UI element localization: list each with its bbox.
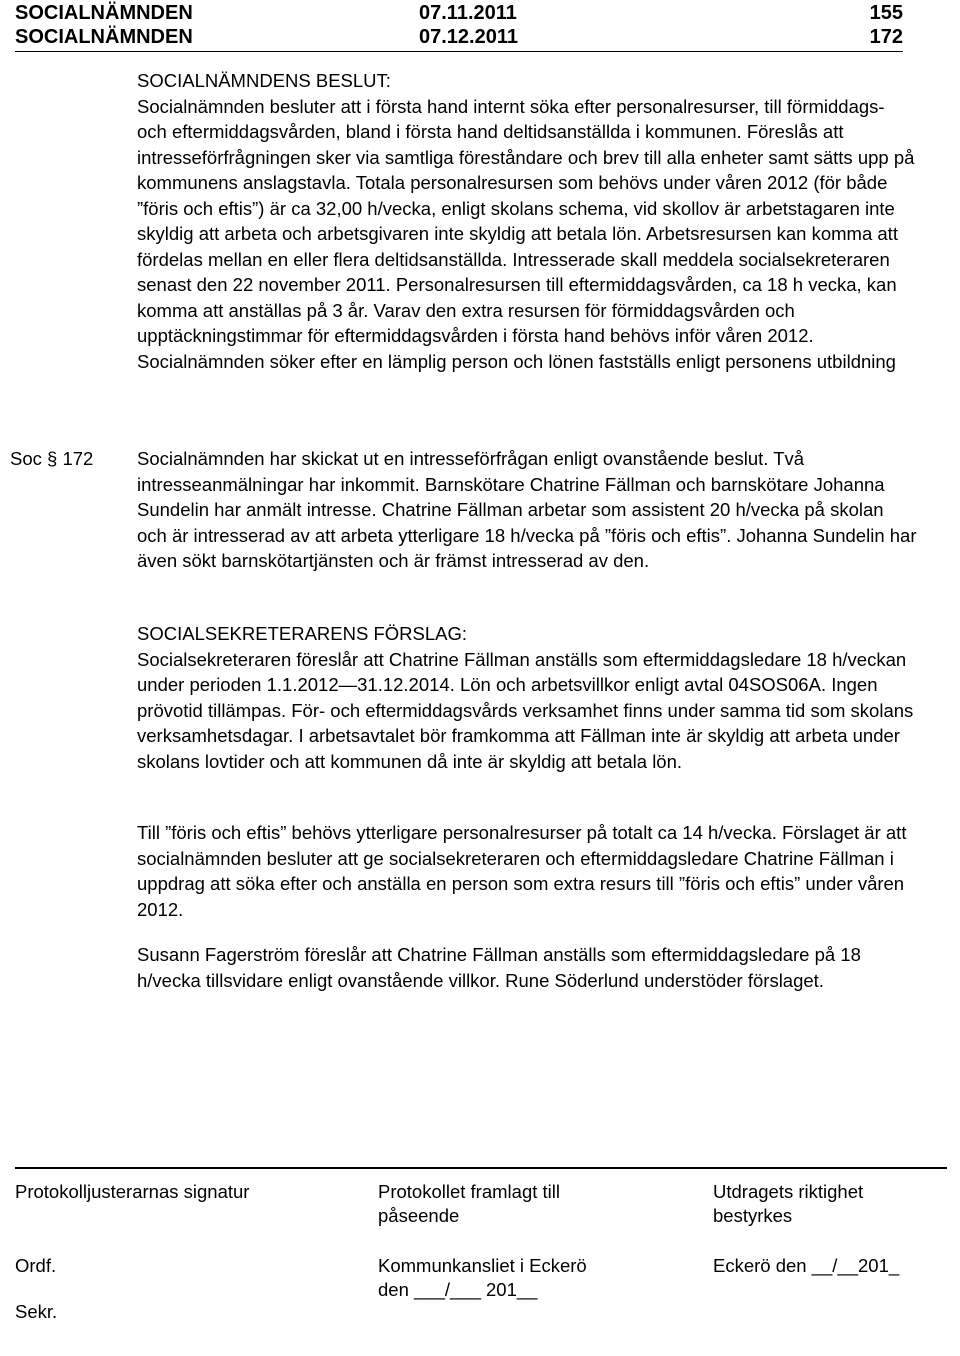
motion-paragraph [137, 942, 917, 993]
decision-section [137, 68, 917, 374]
footer-signature-title: Protokolljusterarnas signatur [15, 1181, 250, 1202]
proposal-heading: SOCIALSEKRETERARENS FÖRSLAG: [137, 623, 468, 644]
proposal-body: Socialsekreteraren föreslår att Chatrine Fällman anställs som eftermiddagsledare 18 h/veckan under perioden 1.1.2012—31.12.2014. Lön och arbetsvillkor enligt avtal 04SOS06A. Ingen prövotid tillämpas. För- och eftermiddagsvårds verksamhet finns under samma tid som skolans verksamhetsdagar. I arbetsavtalet bör framkomma att Fällman inte är skyldig att arbeta under skolans lovtider och att kommunen då inte är skyldig att betala lön. [137, 648, 914, 772]
header-page-number: 155 [869, 2, 903, 24]
decision-heading: SOCIALNÄMNDENS BESLUT: [137, 70, 391, 91]
header-committee: SOCIALNÄMNDEN [15, 2, 193, 24]
header-divider [15, 51, 903, 52]
header-committee: SOCIALNÄMNDEN [15, 26, 193, 48]
header-date: 07.12.2011 [419, 26, 518, 48]
footer-secretary-label: Sekr. [15, 1301, 58, 1322]
item-label: Soc § 172 [10, 448, 94, 469]
item-section [137, 446, 917, 574]
footer-certified-date: Eckerö den __/__201_ [713, 1255, 900, 1276]
footer-divider [15, 1167, 947, 1169]
header-date: 07.11.2011 [419, 2, 517, 24]
footer-posted-location [378, 1254, 587, 1302]
motion-body: Susann Fagerström föreslår att Chatrine Fällman anställs som eftermiddagsledare på 18 h/vecka tillsvidare enligt ovanstående villkor. Rune Söderlund understöder förslaget. [137, 944, 861, 991]
footer-posted-place: Kommunkansliet i Eckerö [378, 1255, 587, 1276]
footer-chair-label: Ordf. [15, 1255, 57, 1276]
extra-resource-body: Till ”föris och eftis” behövs ytterligare personalresurser på totalt ca 14 h/vecka. Förslaget är att socialnämnden besluter att ge socialsekreteraren och eftermiddagsledare Chatrine Fällman i uppdrag att söka efter och anställa en person som extra resurs till ”föris och eftis” under våren 2012. [137, 822, 907, 920]
item-body: Socialnämnden har skickat ut en intresseförfrågan enligt ovanstående beslut. Två intresseanmälningar har inkommit. Barnskötare Chatrine Fällman och barnskötare Johanna Sundelin har anmält intresse. Chatrine Fällman arbetar som assistent 20 h/vecka på skolan och är intresserad av att arbeta ytterligare 18 h/vecka på ”föris och eftis”. Johanna Sundelin har även sökt barnskötartjänsten och är främst intresserad av den. [137, 448, 917, 571]
footer-posted-title [378, 1180, 560, 1228]
footer-posted-title-line1: Protokollet framlagt till [378, 1181, 560, 1202]
footer-posted-date: den ___/___ 201__ [378, 1279, 538, 1300]
footer-certified-title [713, 1180, 863, 1228]
footer-certified-title-line1: Utdragets riktighet [713, 1181, 864, 1202]
footer-posted-title-line2: påseende [378, 1205, 460, 1226]
header-page-number: 172 [869, 26, 903, 48]
extra-resource-paragraph [137, 820, 917, 922]
proposal-section [137, 621, 917, 774]
decision-body: Socialnämnden besluter att i första hand internt söka efter personalresurser, till förmiddags- och eftermiddagsvården, bland i första hand deltidsanställda i kommunen. Föreslås att intresseförfrågningen sker via samtliga föreståndare och brev till alla enheter samt sätts upp på kommunens anslagstavla. Totala personalresursen som behövs under våren 2012 (för både ”föris och eftis”) är ca 32,00 h/vecka, enligt skolans schema, vid skollov är arbetstagaren inte skyldig att arbeta och arbetsgivaren inte skyldig att betala lön. Arbetsresursen kan komma att fördelas mellan en eller flera deltidsanställda. Intresserade skall meddela socialsekreteraren senast den 22 november 2011. Personalresursen till eftermiddagsvården, ca 18 h vecka, kan komma att anställas på 3 år. Varav den extra resursen för förmiddagsvården och upptäckningstimmar för eftermiddagsvården i första hand behövs inför våren 2012. Socialnämnden söker efter en lämplig person och lönen fastställs enligt personens utbildning [137, 95, 915, 372]
footer-certified-title-line2: bestyrkes [713, 1205, 793, 1226]
